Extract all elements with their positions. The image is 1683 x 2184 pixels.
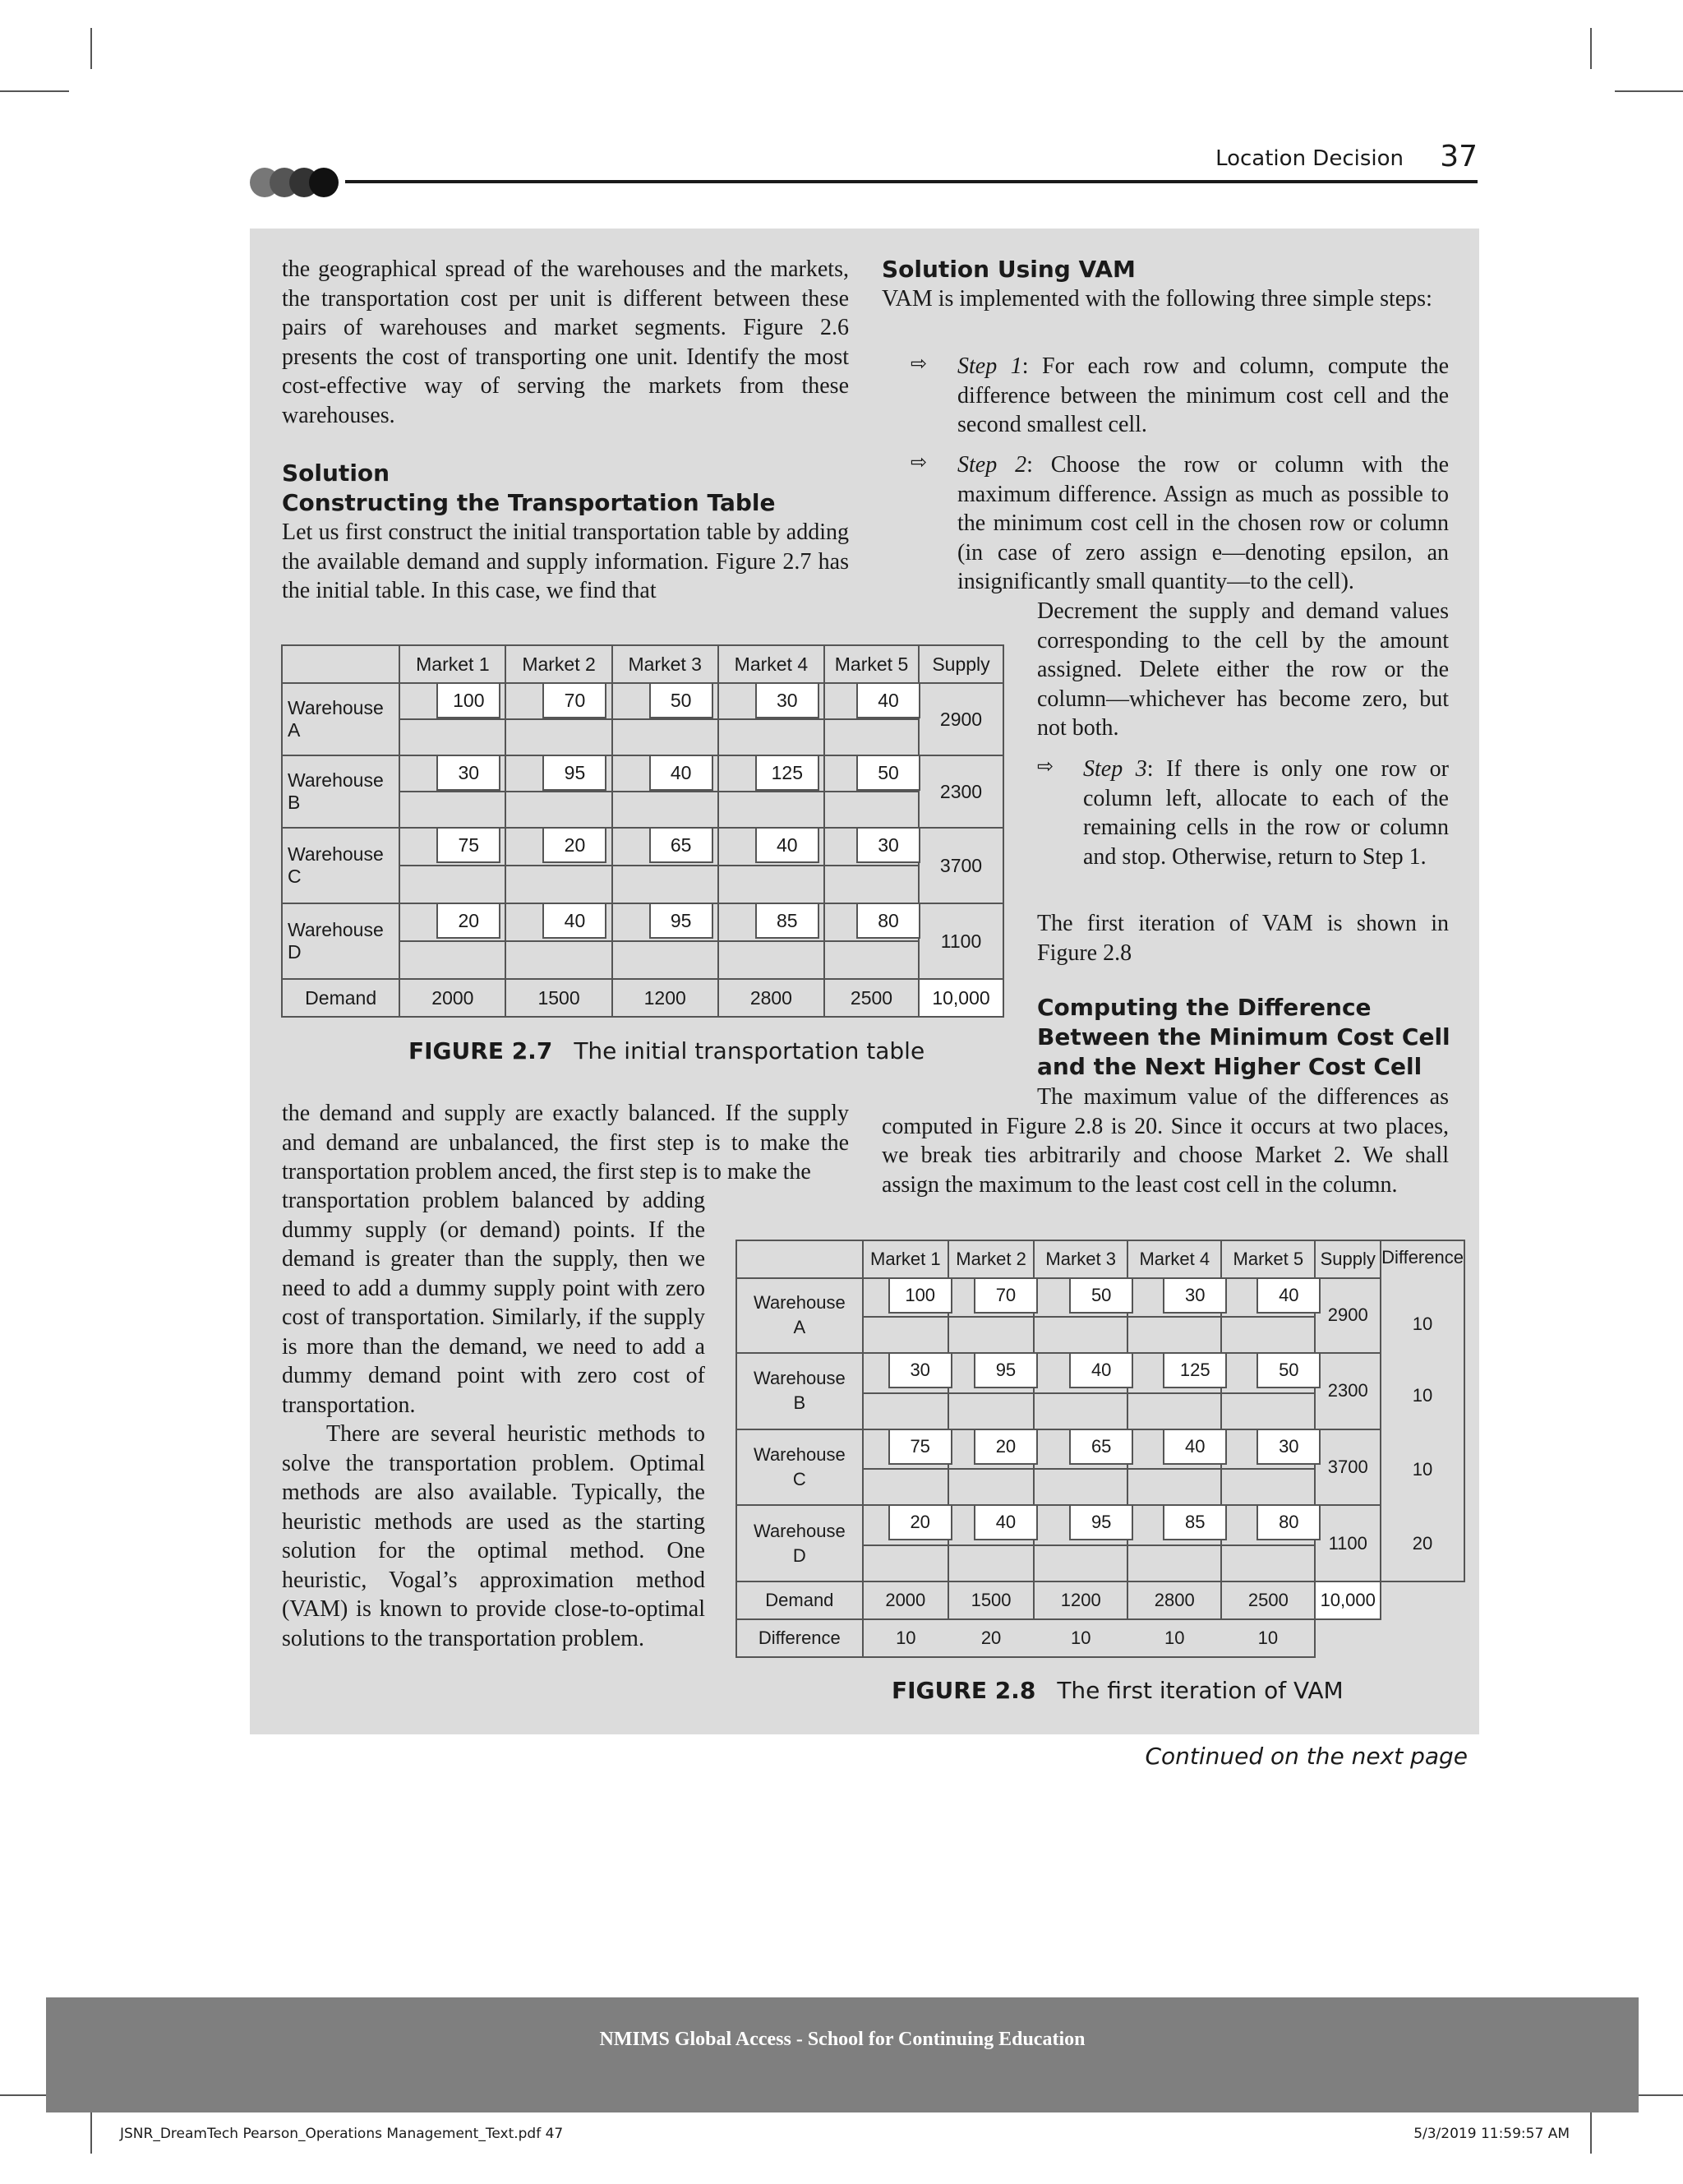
demand-cell: 1500 xyxy=(948,1581,1034,1619)
header-market-5: Market 5 xyxy=(1221,1240,1315,1278)
step-3-text: : If there is only one row or column left, allocate to each of the remaining cells in the row or column and stop. Otherwise, return to Step 1. xyxy=(1083,756,1449,870)
cost-cell: 80 xyxy=(1256,1504,1321,1540)
page-number: 37 xyxy=(1440,140,1478,173)
cost-cell: 50 xyxy=(856,755,920,791)
cost-cell: 40 xyxy=(974,1504,1038,1540)
crop-mark xyxy=(1615,90,1683,92)
difference-column xyxy=(1381,1240,1464,1581)
cost-cell: 95 xyxy=(1069,1504,1133,1540)
column-difference: 10 xyxy=(863,1619,948,1657)
crop-mark xyxy=(90,2112,92,2154)
supply-cell: 3700 xyxy=(919,828,1003,903)
row-label-warehouse-c: Warehouse C xyxy=(736,1429,863,1506)
cost-cell: 30 xyxy=(856,827,920,863)
demand-cell: 2000 xyxy=(863,1581,948,1619)
crop-mark xyxy=(0,90,69,92)
cost-cell: 100 xyxy=(436,682,500,718)
step-3-arrow-icon: ⇨ xyxy=(1037,755,1054,778)
cost-cell: 125 xyxy=(1163,1352,1227,1388)
cost-cell: 20 xyxy=(436,903,500,939)
figure-label: FIGURE 2.7 xyxy=(408,1037,553,1064)
cost-cell: 80 xyxy=(856,903,920,939)
demand-cell: 2800 xyxy=(718,979,824,1017)
continued-note: Continued on the next page xyxy=(1145,1743,1468,1770)
heading-computing-difference: Computing the Difference Between the Minimum Cost Cell and the Next Higher Cost Cell xyxy=(1037,994,1450,1080)
demand-label: Demand xyxy=(282,979,399,1017)
figure-label: FIGURE 2.8 xyxy=(892,1677,1036,1704)
header-market-2: Market 2 xyxy=(948,1240,1034,1278)
max-difference-para xyxy=(882,1083,1449,1199)
supply-cell: 1100 xyxy=(919,903,1003,979)
step-2-continued: Decrement the supply and demand values corresponding to the cell by the amount assigned. Delete either the row or the column—whichever has become zero, but not both. xyxy=(1037,598,1449,741)
cost-cell: 30 xyxy=(888,1352,952,1388)
step-2 xyxy=(957,450,1449,597)
left-para-5-text: There are several heuristic methods to solve the transportation problem. Optimal methods are also available. Typically, the heuristic methods are used as the starting solution for the optimal method. One heuristic, Vogal’s approximation method (VAM) is known to provide close-to-optimal solutions to the transportation problem. xyxy=(282,1421,705,1651)
figure-2-8-caption xyxy=(892,1677,1344,1704)
demand-cell: 1200 xyxy=(612,979,718,1017)
demand-cell: 2000 xyxy=(399,979,505,1017)
crop-mark xyxy=(90,28,92,69)
cost-cell: 40 xyxy=(542,903,606,939)
figure-title: The first iteration of VAM xyxy=(1057,1677,1344,1704)
header-market-1: Market 1 xyxy=(863,1240,948,1278)
header-supply: Supply xyxy=(1315,1240,1381,1278)
column-difference: 10 xyxy=(1221,1619,1315,1657)
footer-bar xyxy=(46,1997,1639,2112)
cost-cell: 40 xyxy=(856,682,920,718)
step-1-text: : For each row and column, compute the difference between the minimum cost cell and the second smallest cell. xyxy=(957,353,1449,437)
left-para-4: transportation problem balanced by adding dummy supply (or demand) points. If the demand is greater than the supply, then we need to add a dummy supply point with zero cost of transportation. Similarly, if the supply is more than the demand, we need to add a dummy demand point with zero cost of transportation. xyxy=(282,1188,705,1418)
cost-cell: 70 xyxy=(974,1277,1038,1314)
figure-title: The initial transportation table xyxy=(574,1037,925,1064)
cost-cell: 20 xyxy=(542,827,606,863)
left-para-5 xyxy=(282,1420,705,1653)
step-1 xyxy=(957,352,1449,440)
cost-cell: 65 xyxy=(649,827,713,863)
cost-cell: 85 xyxy=(1163,1504,1227,1540)
demand-cell: 2800 xyxy=(1127,1581,1221,1619)
header-market-4: Market 4 xyxy=(718,645,824,683)
step-2-name: Step 2 xyxy=(957,452,1027,478)
corner-cell xyxy=(736,1240,863,1278)
total-cell: 10,000 xyxy=(1315,1581,1381,1619)
supply-cell: 2900 xyxy=(919,683,1003,755)
step-2-text: : Choose the row or column with the maximum difference. Assign as much as possible to the minimum cost cell in the chosen row or column (in case of zero assign e—denoting epsilon, an insignificantly small quantity—to the cell). xyxy=(957,452,1449,594)
corner-cell xyxy=(282,645,399,683)
cost-cell: 50 xyxy=(1069,1277,1133,1314)
header-market-2: Market 2 xyxy=(505,645,611,683)
crop-mark xyxy=(1590,2112,1592,2154)
row-label-warehouse-c: Warehouse C xyxy=(282,828,399,903)
cost-cell: 40 xyxy=(755,827,819,863)
cost-cell: 125 xyxy=(755,755,819,791)
cost-cell: 30 xyxy=(436,755,500,791)
header-market-3: Market 3 xyxy=(1034,1240,1127,1278)
cost-cell: 75 xyxy=(436,827,500,863)
supply-cell: 3700 xyxy=(1315,1429,1381,1506)
step-2-arrow-icon: ⇨ xyxy=(911,450,928,473)
cost-cell: 40 xyxy=(1256,1277,1321,1314)
row-difference: 10 xyxy=(1412,1459,1433,1480)
figure-2-7-caption xyxy=(408,1037,924,1064)
heading-solution-using-vam: Solution Using VAM xyxy=(882,256,1136,283)
header-supply: Supply xyxy=(919,645,1003,683)
supply-cell: 2300 xyxy=(919,755,1003,828)
demand-label: Demand xyxy=(736,1581,863,1619)
left-para-1: the geographical spread of the warehouses and the markets, the transportation cost per unit is different between these pairs of warehouses and market segments. Figure 2.6 presents the cost of transporting one unit. Identify the most cost-effective way of serving the markets from these warehouses. xyxy=(282,256,849,428)
total-cell: 10,000 xyxy=(919,979,1003,1017)
vam-first-iteration-table xyxy=(735,1240,1465,1658)
header-market-3: Market 3 xyxy=(612,645,718,683)
column-difference: 20 xyxy=(948,1619,1034,1657)
header-dots-ornament xyxy=(250,168,357,197)
step-3 xyxy=(1083,755,1449,871)
cost-cell: 30 xyxy=(1163,1277,1227,1314)
demand-cell: 1500 xyxy=(505,979,611,1017)
cost-cell: 40 xyxy=(1069,1352,1133,1388)
iteration-text: The first iteration of VAM is shown in Figure 2.8 xyxy=(1037,911,1449,966)
cost-cell: 50 xyxy=(1256,1352,1321,1388)
left-para-2: Let us first construct the initial transportation table by adding the available demand and supply information. Figure 2.7 has the initial table. In this case, we find that xyxy=(282,519,849,603)
left-para-3: the demand and supply are exactly balanced. If the supply and demand are unbalanced, the first step is to make the transportation problem anced, the first step is to make the xyxy=(282,1101,849,1184)
header-difference: Difference xyxy=(1381,1247,1464,1267)
crop-mark xyxy=(1590,28,1592,69)
slug-timestamp: 5/3/2019 11:59:57 AM xyxy=(1413,2126,1570,2142)
cost-cell: 70 xyxy=(542,682,606,718)
header-market-4: Market 4 xyxy=(1127,1240,1221,1278)
row-label-warehouse-b: Warehouse B xyxy=(736,1353,863,1429)
step-1-name: Step 1 xyxy=(957,353,1022,379)
cost-cell: 65 xyxy=(1069,1429,1133,1465)
cost-cell: 30 xyxy=(1256,1429,1321,1465)
cost-cell: 95 xyxy=(542,755,606,791)
cost-cell: 40 xyxy=(1163,1429,1227,1465)
step-1-arrow-icon: ⇨ xyxy=(911,352,928,375)
row-label-warehouse-a: Warehouse A xyxy=(282,683,399,755)
heading-solution: Solution xyxy=(282,459,390,487)
row-difference: 20 xyxy=(1412,1533,1433,1554)
slug-filename: JSNR_DreamTech Pearson_Operations Management_Text.pdf 47 xyxy=(120,2126,564,2142)
max-difference-text: The maximum value of the differences as computed in Figure 2.8 is 20. Since it occurs at two places, we break ties arbitrarily and choose Market 2. We shall assign the maximum to the least cost cell in the column. xyxy=(882,1084,1449,1198)
header-rule xyxy=(345,180,1478,183)
cost-cell: 100 xyxy=(888,1277,952,1314)
demand-cell: 2500 xyxy=(1221,1581,1315,1619)
row-label-warehouse-d: Warehouse D xyxy=(282,903,399,979)
step-3-name: Step 3 xyxy=(1083,756,1147,782)
header-market-1: Market 1 xyxy=(399,645,505,683)
footer-institution: NMIMS Global Access - School for Continuing Education xyxy=(599,2029,1086,2050)
column-difference: 10 xyxy=(1034,1619,1127,1657)
column-difference: 10 xyxy=(1127,1619,1221,1657)
difference-row-label: Difference xyxy=(736,1619,863,1657)
vam-intro: VAM is implemented with the following three simple steps: xyxy=(882,286,1432,312)
row-difference: 10 xyxy=(1412,1385,1433,1406)
cost-cell: 85 xyxy=(755,903,819,939)
cost-cell: 50 xyxy=(649,682,713,718)
cost-cell: 95 xyxy=(649,903,713,939)
demand-cell: 2500 xyxy=(824,979,919,1017)
cost-cell: 40 xyxy=(649,755,713,791)
row-label-warehouse-a: Warehouse A xyxy=(736,1278,863,1353)
initial-transportation-table xyxy=(281,644,1004,1018)
cost-cell: 20 xyxy=(888,1504,952,1540)
header-market-5: Market 5 xyxy=(824,645,919,683)
supply-cell: 2900 xyxy=(1315,1278,1381,1353)
heading-constructing: Constructing the Transportation Table xyxy=(282,489,776,516)
running-head: Location Decision xyxy=(1215,146,1404,171)
cost-cell: 95 xyxy=(974,1352,1038,1388)
row-label-warehouse-b: Warehouse B xyxy=(282,755,399,828)
cost-cell: 75 xyxy=(888,1429,952,1465)
cost-cell: 20 xyxy=(974,1429,1038,1465)
supply-cell: 1100 xyxy=(1315,1505,1381,1581)
row-difference: 10 xyxy=(1412,1314,1433,1334)
supply-cell: 2300 xyxy=(1315,1353,1381,1429)
row-label-warehouse-d: Warehouse D xyxy=(736,1505,863,1581)
cost-cell: 30 xyxy=(755,682,819,718)
demand-cell: 1200 xyxy=(1034,1581,1127,1619)
